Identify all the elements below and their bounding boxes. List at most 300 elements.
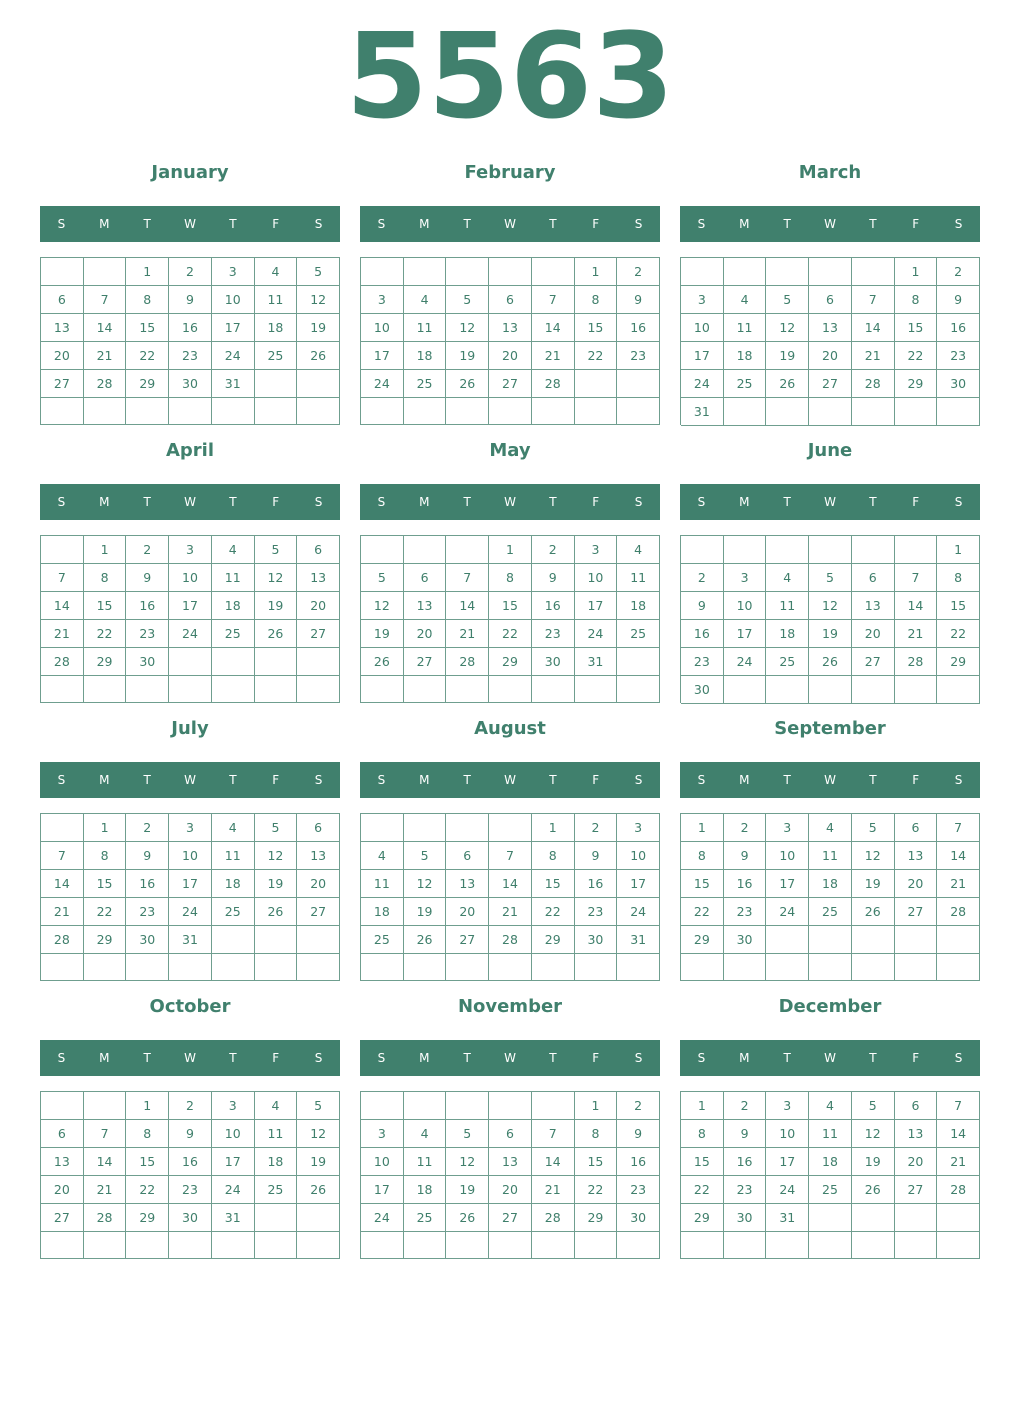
day-cell: 24 [575, 620, 618, 648]
empty-cell [766, 1232, 809, 1259]
weekday-label: W [824, 1051, 836, 1065]
empty-cell [617, 398, 660, 425]
day-cell: 12 [404, 870, 447, 898]
weekday-label: T [549, 495, 557, 509]
day-cell: 28 [489, 926, 532, 954]
weekday-label: M [419, 495, 430, 509]
day-cell: 22 [575, 1176, 618, 1204]
day-cell: 18 [255, 314, 298, 342]
empty-cell [446, 954, 489, 981]
day-cell: 9 [681, 592, 724, 620]
empty-cell [212, 648, 255, 676]
empty-cell [212, 1232, 255, 1259]
day-cell: 28 [937, 898, 980, 926]
empty-cell [895, 1204, 938, 1232]
weekday-label: S [697, 773, 706, 787]
weekday-label: T [783, 495, 791, 509]
day-cell: 14 [41, 870, 84, 898]
empty-cell [84, 258, 127, 286]
empty-cell [532, 398, 575, 425]
empty-cell [489, 258, 532, 286]
weekday-label: S [57, 773, 66, 787]
day-cell: 29 [895, 370, 938, 398]
empty-cell [937, 954, 980, 981]
weekday-label: S [954, 773, 963, 787]
day-cell: 5 [255, 814, 298, 842]
day-cell: 13 [297, 842, 340, 870]
empty-cell [255, 648, 298, 676]
day-cell: 20 [446, 898, 489, 926]
empty-cell [852, 1204, 895, 1232]
day-cell: 7 [895, 564, 938, 592]
day-cell: 12 [446, 1148, 489, 1176]
day-cell: 14 [446, 592, 489, 620]
weekday-label: F [592, 217, 600, 231]
weekday-label: S [57, 217, 66, 231]
empty-cell [41, 814, 84, 842]
weekday-header [680, 206, 980, 242]
day-cell: 16 [617, 314, 660, 342]
day-cell: 27 [895, 898, 938, 926]
empty-cell [41, 1092, 84, 1120]
empty-cell [41, 398, 84, 425]
day-cell: 24 [361, 1204, 404, 1232]
empty-cell [404, 676, 447, 703]
empty-cell [255, 370, 298, 398]
empty-cell [361, 258, 404, 286]
month-october [40, 990, 340, 1260]
day-cell: 14 [532, 314, 575, 342]
day-cell: 20 [895, 1148, 938, 1176]
day-cell: 23 [532, 620, 575, 648]
empty-cell [617, 954, 660, 981]
weekday-label: T [549, 217, 557, 231]
empty-cell [724, 398, 767, 426]
weekday-label: S [697, 495, 706, 509]
day-cell: 30 [575, 926, 618, 954]
day-cell: 30 [681, 676, 724, 704]
weekday-label: S [57, 495, 66, 509]
empty-cell [126, 398, 169, 425]
day-cell: 5 [404, 842, 447, 870]
day-cell: 15 [937, 592, 980, 620]
day-cell: 8 [681, 1120, 724, 1148]
day-cell: 23 [169, 1176, 212, 1204]
empty-cell [255, 398, 298, 425]
day-cell: 20 [489, 342, 532, 370]
day-cell: 10 [212, 1120, 255, 1148]
day-cell: 10 [169, 564, 212, 592]
weekday-label: W [184, 1051, 196, 1065]
empty-cell [489, 954, 532, 981]
day-cell: 8 [84, 564, 127, 592]
month-november [360, 990, 660, 1260]
empty-cell [404, 954, 447, 981]
day-cell: 2 [169, 1092, 212, 1120]
empty-cell [489, 676, 532, 703]
day-cell: 3 [169, 536, 212, 564]
empty-cell [895, 398, 938, 426]
day-cell: 29 [126, 370, 169, 398]
day-grid [680, 813, 980, 981]
weekday-label: W [184, 217, 196, 231]
day-cell: 3 [617, 814, 660, 842]
weekday-label: S [634, 495, 643, 509]
month-title: March [798, 162, 862, 183]
day-cell: 4 [255, 1092, 298, 1120]
day-cell: 25 [255, 342, 298, 370]
empty-cell [361, 1092, 404, 1120]
day-cell: 10 [169, 842, 212, 870]
day-cell: 28 [895, 648, 938, 676]
day-cell: 24 [169, 620, 212, 648]
day-cell: 29 [681, 1204, 724, 1232]
empty-cell [766, 536, 809, 564]
day-cell: 20 [809, 342, 852, 370]
day-cell: 16 [169, 1148, 212, 1176]
empty-cell [446, 676, 489, 703]
empty-cell [126, 1232, 169, 1259]
day-cell: 27 [446, 926, 489, 954]
day-cell: 17 [361, 342, 404, 370]
day-cell: 24 [681, 370, 724, 398]
empty-cell [41, 1232, 84, 1259]
day-cell: 27 [489, 1204, 532, 1232]
day-cell: 13 [41, 1148, 84, 1176]
weekday-header [360, 762, 660, 798]
weekday-label: F [912, 495, 920, 509]
day-cell: 22 [681, 1176, 724, 1204]
day-grid [360, 1091, 660, 1259]
weekday-label: W [504, 217, 516, 231]
day-cell: 12 [255, 564, 298, 592]
day-cell: 2 [126, 814, 169, 842]
day-cell: 4 [617, 536, 660, 564]
day-cell: 14 [41, 592, 84, 620]
day-grid [360, 257, 660, 425]
weekday-label: T [783, 773, 791, 787]
day-cell: 3 [361, 1120, 404, 1148]
day-cell: 3 [766, 1092, 809, 1120]
day-grid [40, 257, 340, 425]
day-cell: 21 [41, 620, 84, 648]
month-title: January [151, 162, 229, 183]
day-cell: 21 [852, 342, 895, 370]
day-cell: 11 [809, 842, 852, 870]
empty-cell [617, 1232, 660, 1259]
weekday-label: W [824, 217, 836, 231]
day-cell: 9 [617, 1120, 660, 1148]
day-cell: 9 [169, 1120, 212, 1148]
day-cell: 3 [575, 536, 618, 564]
day-cell: 1 [681, 814, 724, 842]
day-cell: 20 [41, 342, 84, 370]
day-cell: 2 [724, 814, 767, 842]
day-cell: 26 [852, 1176, 895, 1204]
day-cell: 26 [809, 648, 852, 676]
day-cell: 5 [297, 258, 340, 286]
day-cell: 24 [766, 1176, 809, 1204]
empty-cell [937, 1232, 980, 1259]
day-cell: 28 [532, 1204, 575, 1232]
day-grid [360, 535, 660, 703]
day-cell: 9 [532, 564, 575, 592]
day-cell: 14 [489, 870, 532, 898]
empty-cell [724, 258, 767, 286]
month-title: December [778, 996, 882, 1017]
day-cell: 18 [766, 620, 809, 648]
day-cell: 1 [126, 258, 169, 286]
day-cell: 30 [724, 926, 767, 954]
empty-cell [126, 954, 169, 981]
day-cell: 13 [852, 592, 895, 620]
weekday-label: W [184, 495, 196, 509]
day-cell: 27 [809, 370, 852, 398]
day-cell: 23 [681, 648, 724, 676]
day-cell: 4 [255, 258, 298, 286]
weekday-header [680, 484, 980, 520]
weekday-label: T [549, 773, 557, 787]
day-cell: 25 [212, 898, 255, 926]
day-cell: 25 [617, 620, 660, 648]
day-cell: 17 [766, 870, 809, 898]
weekday-label: S [634, 1051, 643, 1065]
day-grid [680, 1091, 980, 1259]
month-title: July [171, 718, 209, 739]
empty-cell [617, 676, 660, 703]
day-cell: 30 [169, 1204, 212, 1232]
day-cell: 17 [617, 870, 660, 898]
day-cell: 13 [489, 1148, 532, 1176]
day-cell: 26 [446, 1204, 489, 1232]
day-cell: 24 [617, 898, 660, 926]
day-cell: 31 [575, 648, 618, 676]
weekday-label: T [229, 1051, 237, 1065]
day-cell: 6 [489, 1120, 532, 1148]
empty-cell [446, 258, 489, 286]
day-cell: 17 [169, 870, 212, 898]
day-cell: 20 [852, 620, 895, 648]
day-grid [680, 535, 980, 703]
day-cell: 13 [489, 314, 532, 342]
day-cell: 8 [895, 286, 938, 314]
day-cell: 12 [361, 592, 404, 620]
day-cell: 22 [895, 342, 938, 370]
empty-cell [937, 1204, 980, 1232]
day-cell: 19 [446, 1176, 489, 1204]
weekday-header [40, 484, 340, 520]
day-cell: 10 [617, 842, 660, 870]
day-cell: 16 [169, 314, 212, 342]
day-cell: 21 [532, 342, 575, 370]
day-cell: 28 [937, 1176, 980, 1204]
day-grid [360, 813, 660, 981]
day-cell: 9 [937, 286, 980, 314]
day-cell: 30 [169, 370, 212, 398]
empty-cell [297, 370, 340, 398]
empty-cell [297, 954, 340, 981]
day-cell: 11 [255, 1120, 298, 1148]
empty-cell [169, 398, 212, 425]
day-cell: 2 [617, 1092, 660, 1120]
day-cell: 29 [84, 926, 127, 954]
day-cell: 4 [404, 1120, 447, 1148]
weekday-label: S [314, 217, 323, 231]
day-cell: 3 [212, 258, 255, 286]
day-cell: 13 [809, 314, 852, 342]
day-cell: 11 [212, 842, 255, 870]
empty-cell [809, 536, 852, 564]
empty-cell [84, 398, 127, 425]
empty-cell [809, 258, 852, 286]
day-cell: 14 [852, 314, 895, 342]
day-cell: 22 [532, 898, 575, 926]
day-cell: 11 [766, 592, 809, 620]
weekday-label: S [954, 217, 963, 231]
empty-cell [575, 370, 618, 398]
weekday-label: T [463, 773, 471, 787]
empty-cell [489, 814, 532, 842]
weekday-label: F [272, 1051, 280, 1065]
day-cell: 25 [255, 1176, 298, 1204]
weekday-label: T [143, 217, 151, 231]
weekday-label: S [377, 495, 386, 509]
month-title: February [464, 162, 556, 183]
day-cell: 10 [575, 564, 618, 592]
day-cell: 16 [126, 870, 169, 898]
day-cell: 13 [404, 592, 447, 620]
empty-cell [852, 536, 895, 564]
empty-cell [361, 1232, 404, 1259]
day-cell: 17 [169, 592, 212, 620]
day-cell: 10 [212, 286, 255, 314]
weekday-label: F [272, 217, 280, 231]
day-cell: 21 [84, 342, 127, 370]
day-cell: 18 [724, 342, 767, 370]
weekday-label: M [99, 773, 110, 787]
day-cell: 5 [446, 286, 489, 314]
month-title: August [474, 718, 546, 739]
empty-cell [404, 1092, 447, 1120]
empty-cell [895, 1232, 938, 1259]
day-cell: 5 [852, 1092, 895, 1120]
day-cell: 5 [361, 564, 404, 592]
day-cell: 11 [212, 564, 255, 592]
empty-cell [255, 954, 298, 981]
weekday-label: T [869, 1051, 877, 1065]
day-cell: 13 [41, 314, 84, 342]
day-cell: 19 [766, 342, 809, 370]
month-title: May [489, 440, 531, 461]
empty-cell [404, 1232, 447, 1259]
day-cell: 27 [489, 370, 532, 398]
day-cell: 20 [489, 1176, 532, 1204]
empty-cell [489, 1092, 532, 1120]
day-cell: 21 [41, 898, 84, 926]
day-cell: 15 [84, 870, 127, 898]
weekday-label: T [229, 773, 237, 787]
day-cell: 27 [852, 648, 895, 676]
day-cell: 12 [446, 314, 489, 342]
day-cell: 17 [766, 1148, 809, 1176]
day-cell: 6 [852, 564, 895, 592]
day-cell: 6 [446, 842, 489, 870]
empty-cell [41, 258, 84, 286]
day-cell: 16 [681, 620, 724, 648]
weekday-label: M [419, 1051, 430, 1065]
empty-cell [852, 926, 895, 954]
day-cell: 23 [126, 620, 169, 648]
day-cell: 20 [404, 620, 447, 648]
day-cell: 30 [937, 370, 980, 398]
day-cell: 30 [532, 648, 575, 676]
day-cell: 26 [297, 342, 340, 370]
day-cell: 6 [489, 286, 532, 314]
day-cell: 24 [212, 342, 255, 370]
empty-cell [937, 926, 980, 954]
empty-cell [809, 926, 852, 954]
empty-cell [361, 536, 404, 564]
day-cell: 22 [126, 1176, 169, 1204]
day-cell: 30 [126, 926, 169, 954]
day-cell: 4 [404, 286, 447, 314]
day-cell: 28 [84, 370, 127, 398]
weekday-label: S [377, 1051, 386, 1065]
day-cell: 26 [297, 1176, 340, 1204]
empty-cell [809, 398, 852, 426]
month-june [680, 434, 980, 704]
day-cell: 19 [852, 1148, 895, 1176]
day-cell: 16 [937, 314, 980, 342]
empty-cell [617, 648, 660, 676]
day-cell: 26 [255, 898, 298, 926]
day-cell: 23 [937, 342, 980, 370]
day-cell: 11 [724, 314, 767, 342]
day-cell: 7 [84, 1120, 127, 1148]
day-cell: 23 [724, 1176, 767, 1204]
day-cell: 20 [297, 870, 340, 898]
day-cell: 11 [361, 870, 404, 898]
weekday-label: M [739, 495, 750, 509]
day-cell: 17 [575, 592, 618, 620]
weekday-label: M [739, 217, 750, 231]
day-cell: 21 [937, 870, 980, 898]
day-cell: 8 [489, 564, 532, 592]
weekday-label: T [229, 495, 237, 509]
day-cell: 6 [297, 814, 340, 842]
day-cell: 31 [212, 1204, 255, 1232]
day-cell: 23 [724, 898, 767, 926]
day-cell: 29 [937, 648, 980, 676]
empty-cell [489, 1232, 532, 1259]
day-cell: 30 [617, 1204, 660, 1232]
day-cell: 17 [212, 314, 255, 342]
day-cell: 2 [532, 536, 575, 564]
day-cell: 6 [404, 564, 447, 592]
empty-cell [766, 398, 809, 426]
empty-cell [681, 1232, 724, 1259]
day-cell: 16 [532, 592, 575, 620]
day-cell: 12 [297, 1120, 340, 1148]
empty-cell [532, 1092, 575, 1120]
weekday-label: M [99, 495, 110, 509]
empty-cell [169, 954, 212, 981]
empty-cell [212, 676, 255, 703]
day-cell: 22 [126, 342, 169, 370]
empty-cell [489, 398, 532, 425]
month-august [360, 712, 660, 982]
day-cell: 3 [766, 814, 809, 842]
